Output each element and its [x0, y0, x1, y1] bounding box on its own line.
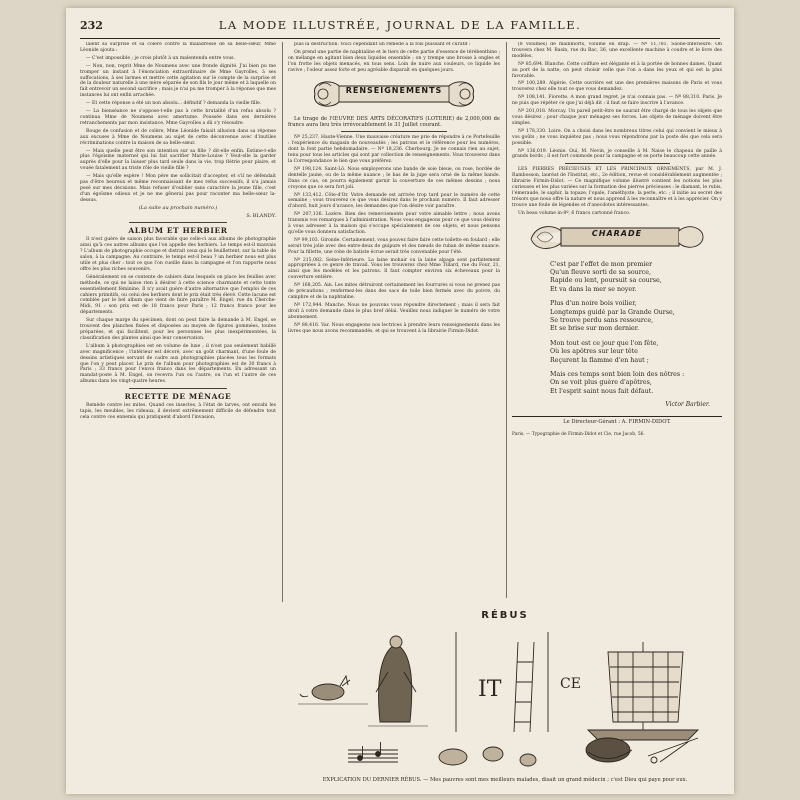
charade-line: C'est par l'effet de mon premier — [550, 260, 653, 268]
paragraph: Nº 215,082. Seine-Inférieure. La laine mohair ou la laine alpaga sont parfaitement appropriées à ce genre de travail. Vous les trouverez chez Mme Tillard, rue du Four, 21, ainsi que les modèles et les patrons. Il faut compter environ six écheveaux pour la couverture entière. — [288, 257, 500, 281]
renseignements-banner — [309, 76, 479, 112]
charade-poem — [512, 261, 722, 397]
monk-icon — [368, 636, 428, 726]
pierres-paragraph: LES PIERRES PRÉCIEUSES ET LES PRINCIPAUX ORNEMENTS, par M. J. Rambosson, lauréat de l'Institut, etc., 2e édition, revue et considérablement augmentée ; librairie Firmin-Didot. — Ce magnifique volume illustré contient les notions les plus curieuses et les plus variées sur la formation des pierres précieuses : le diamant, le rubis, l'émeraude, le saphir, la topaze, l'opale, l'améthyste, la perle, etc. ; il initie au secret des trésors que nous offre la nature et nous apprend à les reconnaître et à les apprécier. On y trouve une foule de légendes et d'anecdotes intéressantes. — [512, 167, 722, 208]
newspaper-page — [66, 8, 734, 794]
charade-line: Plus d'un noire bois voilier, — [550, 300, 637, 308]
music-notes-icon — [348, 742, 398, 762]
charade-line: Mais ces temps sont bien loin des nôtres : — [550, 371, 685, 379]
paragraph: Il n'est guère de saison plus favorable que celle-ci aux albums de photographie ainsi qu'à ces autres albums que l'on appelle des herbiers. Le temps est-il mauvais ? L'album de photographie occupe et distrait ceux qui le feuillettent, sur la table de salon, à la campagne. Au contraire, le temps est-il beau ? un herbier nous est plus utile et plus cher : tout ce que l'on cueille dans la campagne et l'on rapporte nous offre les plus riches souvenirs. — [80, 237, 276, 272]
recette-heading: RECETTE DE MÉNAGE — [124, 392, 232, 402]
paragraph: On prend une partie de naphtaline et le tiers de cette partie d'essence de térébenthine ; on mélange en agitant bien deux liquides ensemble ; on y trempe une brosse à ongles et l'on frotte les objets menacés, en tous sens. Loin de nuire aux couleurs, ce liquide les ravive ; l'odeur assez forte et peu agréable disparaît en quelques jours. — [288, 49, 500, 73]
paragraph: Nº 136,019. Léonie. Oui, M. Nevin, je conseille à M. Naise le chapeau de paille à grands bords ; il est fort commode pour la campagne et se porte beaucoup cette année. — [512, 148, 722, 160]
charade-line: Et va dans la mer se noyer. — [550, 285, 637, 293]
paragraph: Nº 100,289. Algérie. Cette ouvrière est une des premières maisons de Paris et vous trouverez chez elle tout ce que vous demandez. — [512, 81, 722, 93]
paragraph: L'album à photographies est en volume de luxe ; il n'est pas seulement habillé avec magnificence ; l'intérieur est décoré, avec un goût charmant, d'une foule de dessins artistiques servant de cadre aux photographies placées tous les formats que l'on y peut placer. Le prix de l'album pour photographies est de 30 francs à Paris ; 33 francs pour l'envoi franco dans les départements. En adressant un mandat-poste à M. Engel, on recevra l'un ou l'autre, ou l'un et l'autre de ces albums dans les vingt-quatre heures. — [80, 343, 276, 385]
album-heading: ALBUM ET HERBIER — [128, 226, 228, 236]
paragraph: Nº 108,141. Fiorette. A mon grand regret, je n'ai connais pas. — Nº 88,310. Paris. Je ne puis que répéter ce que j'ai déjà dit : il faut se faire inscrire à l'avance. — [512, 95, 722, 107]
column-middle — [288, 42, 500, 594]
imprimerie-line: Paris. — Typographie de Firmin-Didot et Cie, rue Jacob, 56. — [512, 432, 645, 438]
paragraph: — C'est impossible ; je crois plutôt à un malentendu entre vous. — [86, 55, 235, 61]
story-author: S. BLANDY. — [246, 212, 276, 219]
paragraph: — Mais quelle peut être son intention sur sa fille ? dit-elle enfin. Estime-t-elle plus l'égoïsme maternel qui lui fait sacrifier Marie-Louise ? Veut-elle la garder auprès d'elle pour la laisser plus tard seule dans la vie, trop flétrie pour plaire, et vouée fatalement au triste rôle de vieille fille ? — [80, 148, 276, 172]
journal-title: LA MODE ILLUSTRÉE, JOURNAL DE LA FAMILLE. — [218, 18, 582, 32]
paragraph: Sur chaque marge du spécimen, dont on peut faire la demande à M. Engel, se trouvent des planches fixées et disposées au moyen de figures gommées, toutes préparées, et qui facilitent, pour les personnes les plus inexpérimentées, la classification des plantes ainsi que leur conservation. — [80, 318, 276, 341]
charade-line: Reçurent la flamme d'en haut ; — [550, 356, 649, 364]
recette-text — [80, 403, 276, 421]
column-right — [512, 42, 722, 594]
charade-line: Rapide ou lent, poursuit sa course, — [550, 277, 662, 285]
paragraph: — Mais qu'elle espère ! Mon père me sollicitait d'accepter, et s'il ne défendait pas d'être heureux et même reconnaissant de mes refus successifs, il n'a jamais pesé sur mes décisions. Mais refuser d'oublier sans caractère la jeune fille, c'est d'un égoïsme odieux et je ne me gênerai pas pour raconter ma belle-sœur la-dessus. — [80, 174, 276, 203]
paragraph: Nº 178,330. Loire. On a choisi dans les nombreux titres celui qui convient le mieux à vos goûts ; ne vous inquiétez pas ; nous vous répondrons par la poste dès que cela sera possible. — [512, 128, 722, 146]
divider — [512, 416, 722, 417]
suite-note: (La suite au prochain numéro.) — [138, 204, 218, 211]
rebus-illustration — [288, 622, 722, 772]
rebus-section — [288, 602, 722, 792]
charade-stanza — [550, 371, 722, 396]
renseignements-intro: Le tirage de l'ŒUVRE DES ARTS DÉCORATIFS (LOTERIE) de 2,000,000 de francs aura lieu très irrévocablement le 31 Juillet courant. — [288, 115, 500, 128]
charade-line: Et se brise sur mon dernier. — [550, 325, 640, 333]
charade-stanza — [550, 340, 722, 365]
paragraph: Nº 85,694. Blanche. Cette coiffure est élégante et à la portée de bonnes dames. Quant au port de la natte, on peut choisir celle que l'on a dans les yeux et qui est la plus favorable. — [512, 61, 722, 79]
paragraph: Nº 172,944. Manche. Nous ne pouvons vous répondre directement ; mais il sera fait droit à votre demande dans le plus bref délai. Veuillez nous indiquer le numéro de votre abonnement. — [288, 302, 500, 320]
paragraph: Nº 207,136. Lozère. Bien des remerciements pour votre aimable lettre ; nous avons transmis vos remarques à l'administration. Nous vous engageons pour ce que vous désirez à vous adresser à la maison qui s'occupe spécialement de ces objets, et nous pensons qu'elle vous donnera satisfaction. — [288, 212, 500, 235]
divider — [565, 163, 670, 164]
paragraph: Nº 25,237. Haute-Vienne. Une mauvaise créature me prie de répondre à ce Portefeuille : l'expérience du magasin de nouveautés ; les patrons et le référence pour les numéros, dont la font partie hebdomadaire. — Nº 18,236. Cherbourg. Je ne connais rien au sujet, tenu pour tous les articles qui sont par collection de renseignements. Vous trouverez dans la Correspondance le lien que vous préférez. — [288, 135, 500, 164]
charade-banner — [527, 219, 707, 255]
paragraph: Nº 201,018. Morcay. Un pareil petit-être ne saurait être chargé de tous les objets que vous désirez ; pour chaque jour ménagez ses forces. Les objets de ménage doivent être simples. — [512, 109, 722, 126]
paragraph: — Non, non, reprit Mme de Noumens avec une fronde dignité. J'ai bien pu me tromper un instant à l'énonciation extraordinaire de Mme Gayrolles, à ses suffocations, à ses larmes et mettre cette agitation sur le compte de la surprise et de la douleur naturelle à une mère séparée de son fils le jour même et à laquelle on fait entrevoir un second sacrifice ; mais je n'ai pu me tromper à la réponse que mes instances lui ont enfin arrachée. — [80, 63, 276, 99]
divider — [129, 388, 227, 389]
recette-continued-text — [288, 42, 500, 74]
charade-line: On se voit plus guère d'apôtres, — [550, 379, 652, 387]
paragraph: laient sa surprise et sa colère contre la maladresse de sa belle-sœur, Mme Léonide ajouta : — [80, 42, 276, 53]
page-header — [80, 12, 720, 39]
charade-stanza — [550, 261, 722, 295]
paragraph: Remède contre les mites. Quand ces insectes, à l'état de larves, ont envahi les tapis, les meubles, les rideaux, il devient extrêmement difficile de défendre tout cela contre ces ennemis qui pratiquent d'abord l'invasion, — [80, 403, 276, 420]
rebus-explanation: EXPLICATION DU DERNIER RÉBUS. — Mes pauvres sont mes meilleurs malades, disait un grand médecin ; c'est Dieu qui paye pour eux. — [322, 777, 688, 783]
rebus-letters-ce: CE — [560, 676, 581, 692]
paragraph: — Et cette réponse a été un non absolu... définitif ? demanda la vieille fille. — [86, 101, 262, 107]
ladder-icon — [514, 642, 534, 732]
renseignements-text — [288, 135, 500, 334]
correspondence-text — [512, 42, 722, 160]
column-divider — [282, 42, 283, 602]
rebus-letters-it: IT — [478, 677, 502, 702]
charade-line: Longtemps guidé par la Grande Ourse, — [550, 308, 675, 316]
story-text — [80, 42, 276, 204]
column-divider — [506, 42, 507, 598]
paragraph: Nº 168,205. Ain. Les mites détruiront certainement les fourrures si vous ne prenez pas de précautions ; renfermez-les dans des sacs de toile bien fermés avec du poivre, du camphre et de la naphtaline. — [288, 283, 500, 300]
directeur-gerant: Le Directeur-Gérant : A. FIRMIN-DIDOT. — [563, 419, 671, 426]
stones-icon — [439, 747, 536, 766]
charade-heading: CHARADE — [591, 228, 643, 238]
divider — [341, 131, 447, 132]
divider — [129, 222, 227, 223]
album-text — [80, 237, 276, 385]
page-number: 232 — [80, 18, 103, 32]
pierres-price: Un beau volume in-8º, 6 francs cartonné franco. — [518, 210, 631, 216]
charade-line: Se trouve perdu sans ressource, — [550, 317, 654, 324]
hat-icon — [586, 738, 632, 762]
paragraph: (8 volumes) de mainmorts, volume en drap. — Nº 11,781. Saône-Inférieure. On trouvera chez M. Basin, rue du Bac, 36, une excellente machine à coudre et le livre des modèles. — [512, 42, 722, 59]
charade-line: Et l'esprit saint nous fait défaut. — [550, 387, 654, 395]
paragraph: puis la destruction. Voici cependant un remède à la fois puissant et curatif : — [294, 42, 471, 47]
paragraph: — La bienséance ne s'oppose-t-elle pas à cette brutalité d'un refus absolu ? continua Mme de Noumens avec amertume. Poussée dans ses dernières retranchements par mon insistance, Mme Gayrolles a dû s'y résoudre. — [80, 109, 276, 126]
paragraph: Généralement on se contente de cahiers dans lesquels on place les feuilles avec méthode, ce qui ne laisse rien à désirer à cette science charmante et cette tonte essentiellement féminine. Il n'y avait guère d'autre alternative que l'emploi de ces cahiers primitifs, ou celui des herbiers dont le prix était très élevé. Cette lacune est comblée par le bel album que vient de faire paraître M. Engel, rue du Cherche-Midi, 91 : son prix est de 18 francs pour Paris ; 12 francs franco pour les départements. — [80, 274, 276, 316]
paragraph: Nº 198,124. Saint-Lô. Nous employerons une bande de soie bleue, ou rose, bordée de dentelle jaune, ou de la même nuance ; le bas de la jupe sera orné de la même bande. Dans ce cas, on pourra également garnir la couverture de ces mêmes dessins ; nous croyons que ce sera fort joli. — [288, 166, 500, 190]
charade-line: Où les apôtres sur leur tête — [550, 348, 638, 356]
paragraph: Nº 99,103. Gironde. Certainement, vous pouvez faire faire cette toilette en foulard ; elle serait très jolie avec des entre-deux de guipure et des nœuds de ruban de même nuance. Pour la fillette, une robe de batiste écrue serait très convenable pour l'été. — [288, 237, 500, 255]
renseignements-heading: RENSEIGNEMENTS — [345, 85, 443, 95]
hare-icon — [298, 676, 368, 704]
charade-line: Qu'un fleuve sorti de sa source, — [550, 268, 651, 276]
paragraph: Nº 133,412. Côte-d'Or. Votre demande est arrivée trop tard pour le numéro de cette semaine ; vous trouverez ce que vous désirez dans le prochain numéro. Il faut adresser d'abord, huit jours d'avance, les demandes que l'on désire voir paraître. — [288, 192, 500, 210]
charade-author: Victor Barbier. — [665, 401, 710, 409]
paragraph: Nº 88,416. Var. Nous engageons nos lectrices à prendre leurs renseignements dans les livres que nous avons recommandés, et qui se trouvent à la librairie Firmin-Didot. — [288, 322, 500, 334]
ship-icon — [588, 642, 698, 740]
charade-line: Mon tout est ce jour que l'on fête, — [550, 339, 659, 347]
charade-stanza — [550, 300, 722, 334]
rebus-heading: RÉBUS — [481, 610, 529, 621]
column-left — [80, 42, 276, 786]
paragraph: Rouge de confusion et de colère, Mme Léonide faisait allusion dans sa réponse aux excuses à Mme de Noumens au sujet de cette déconvenue avec d'inutiles récriminations contre la maison de sa belle-sœur. — [80, 128, 276, 146]
tools-icon — [648, 738, 698, 763]
